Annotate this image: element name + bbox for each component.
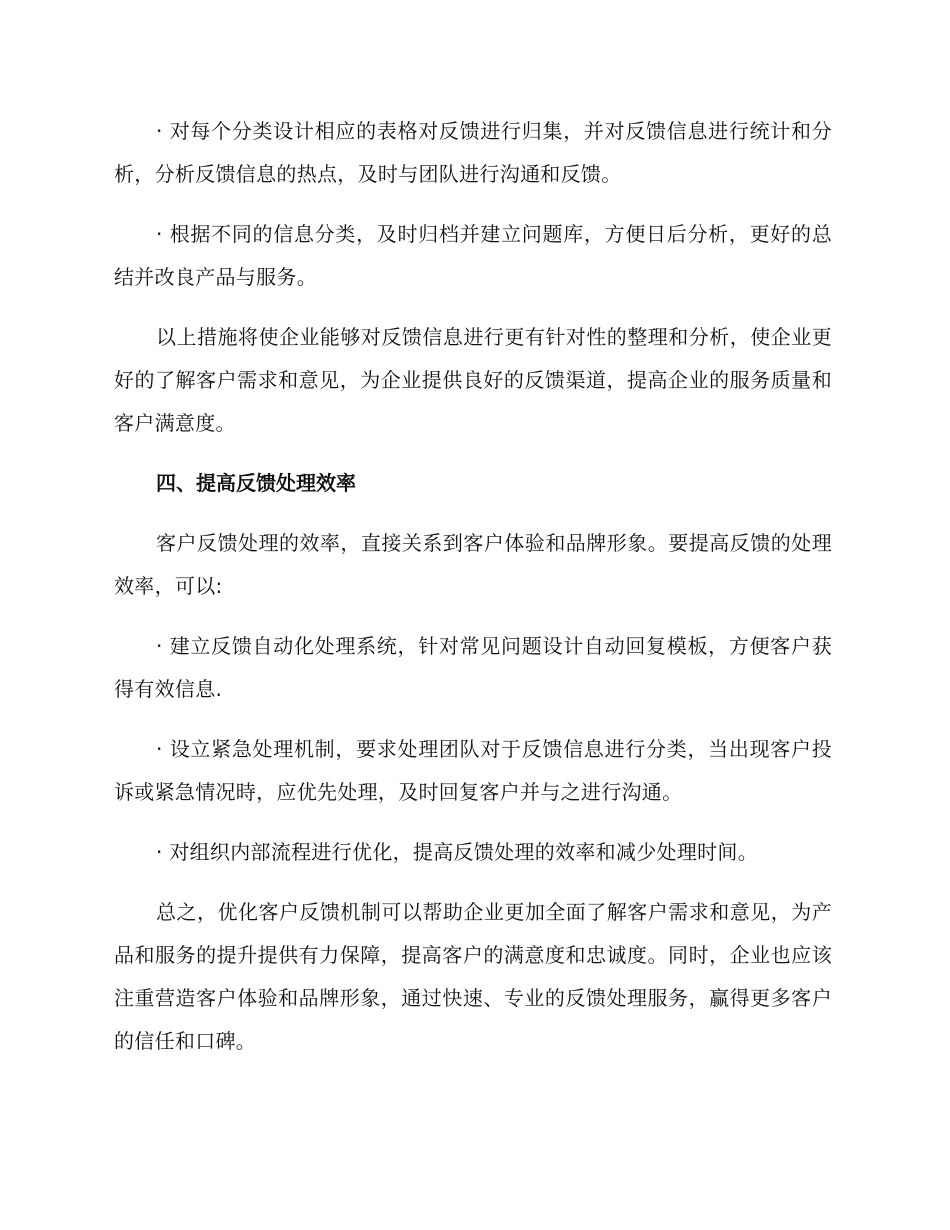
bullet-paragraph-table-collection: · 对每个分类设计相应的表格对反馈进行归集，并对反馈信息进行统计和分析，分析反馈信息的热点，及时与团队进行沟通和反馈。 [114, 119, 832, 186]
section-heading: 四、提高反馈处理效率 [156, 471, 356, 495]
section-intro-paragraph: 客户反馈处理的效率，直接关系到客户体验和品牌形象。要提高反馈的处理效率，可以: [114, 531, 832, 598]
summary-paragraph-measures: 以上措施将使企业能够对反馈信息进行更有针对性的整理和分析，使企业更好的了解客户需求和意见，为企业提供良好的反馈渠道，提高企业的服务质量和客户满意度。 [114, 325, 832, 435]
conclusion-paragraph: 总之，优化客户反馈机制可以帮助企业更加全面了解客户需求和意见，为产品和服务的提升提供有力保障，提高客户的满意度和忠诚度。同时，企业也应该注重营造客户体验和品牌形象，通过快速、专业的反馈处理服务，赢得更多客户的信任和口碑。 [114, 900, 832, 1053]
bullet-paragraph-process: · 对组织内部流程进行优化，提高反馈处理的效率和减少处理时间。 [156, 840, 759, 864]
bullet-paragraph-archive: · 根据不同的信息分类，及时归档并建立问题库，方便日后分析，更好的总结并改良产品与服务。 [114, 222, 832, 289]
bullet-paragraph-automation: · 建立反馈自动化处理系统，针对常见问题设计自动回复模板，方便客户获得有效信息. [114, 634, 832, 701]
bullet-paragraph-emergency: · 设立紧急处理机制，要求处理团队对于反馈信息进行分类，当出现客户投诉或紧急情况時，应优先处理，及时回复客户并与之进行沟通。 [114, 737, 832, 804]
